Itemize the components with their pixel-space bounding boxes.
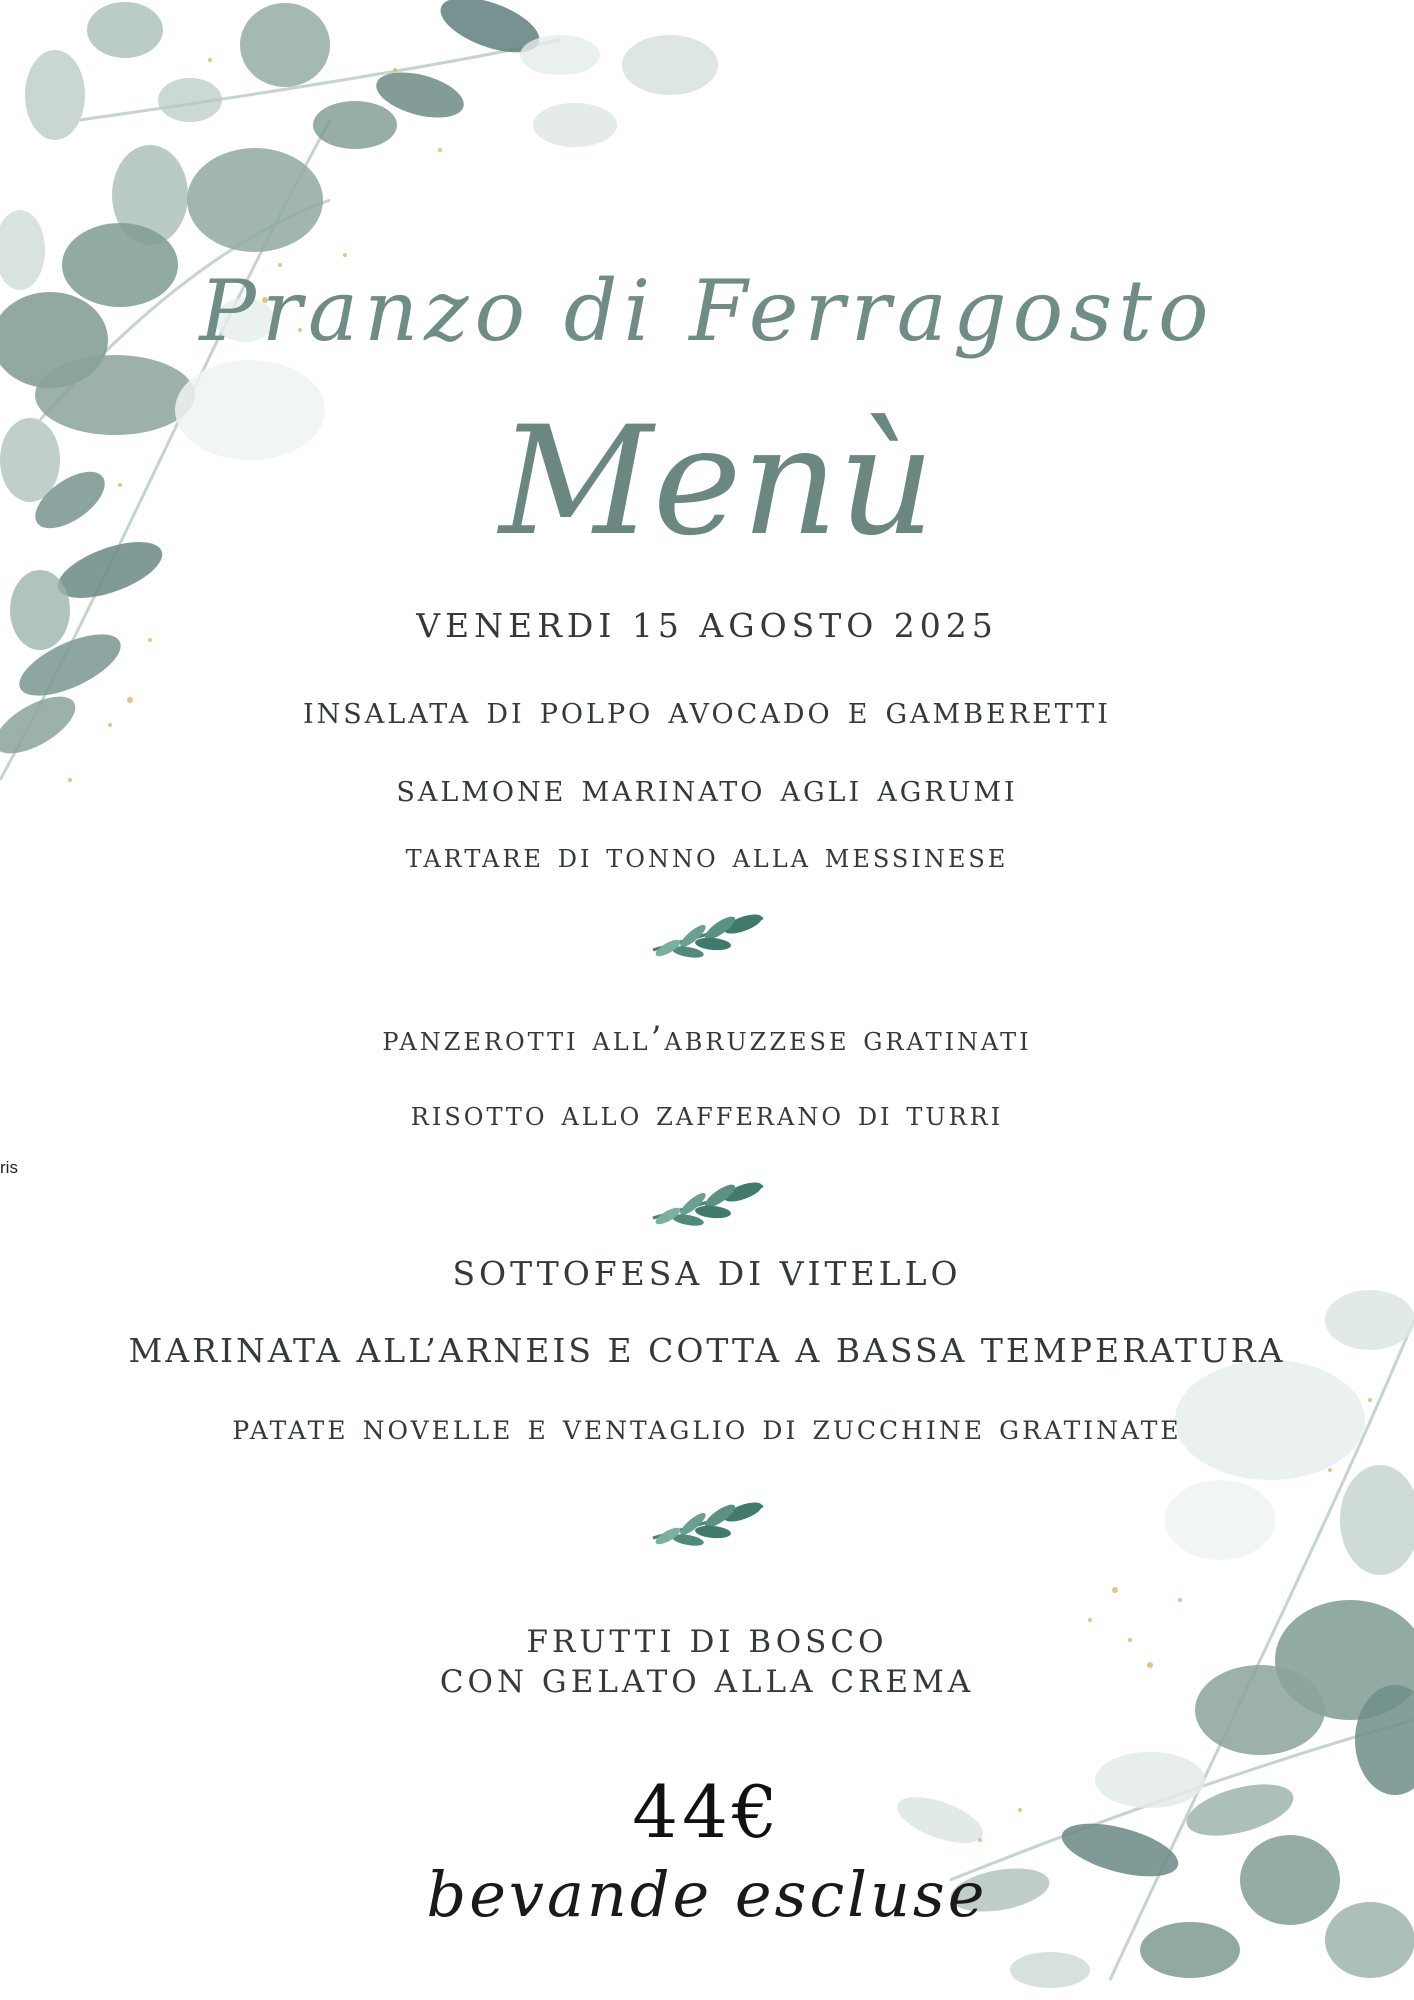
menu-price: 44€	[632, 1770, 782, 1854]
leaf-sprig-icon	[648, 1498, 766, 1558]
course-dolce-1: FRUTTI DI BOSCO	[526, 1624, 888, 1660]
leaf-sprig-icon	[648, 910, 766, 970]
leaf-sprig-icon	[648, 1178, 766, 1238]
course-antipasto-3: tartare di tonno alla messinese	[405, 836, 1009, 876]
course-secondo-1: SOTTOFESA DI VITELLO	[452, 1254, 962, 1293]
course-antipasto-1: insalata di polpo avocado e gamberetti	[303, 688, 1111, 732]
course-secondo-2: MARINATA ALL’ARNEIS E COTTA A BASSA TEMPERATURA	[128, 1331, 1286, 1370]
stray-text: ris	[0, 1158, 18, 1177]
event-date: VENERDI 15 AGOSTO 2025	[416, 606, 998, 645]
course-secondo-3: patate novelle e ventaglio di zucchine gratinate	[232, 1408, 1182, 1448]
course-dolce-2: CON GELATO ALLA CREMA	[439, 1664, 975, 1700]
course-antipasto-2: salmone marinato agli agrumi	[396, 766, 1018, 810]
course-primo-2: risotto allo zafferano di turri	[410, 1094, 1004, 1134]
price-note: bevande escluse	[426, 1858, 988, 1931]
course-primo-1: panzerotti all’abruzzese gratinati	[382, 1019, 1032, 1059]
menu-title: Menù	[499, 395, 935, 569]
menu-subtitle: Pranzo di Ferragosto	[199, 262, 1215, 360]
